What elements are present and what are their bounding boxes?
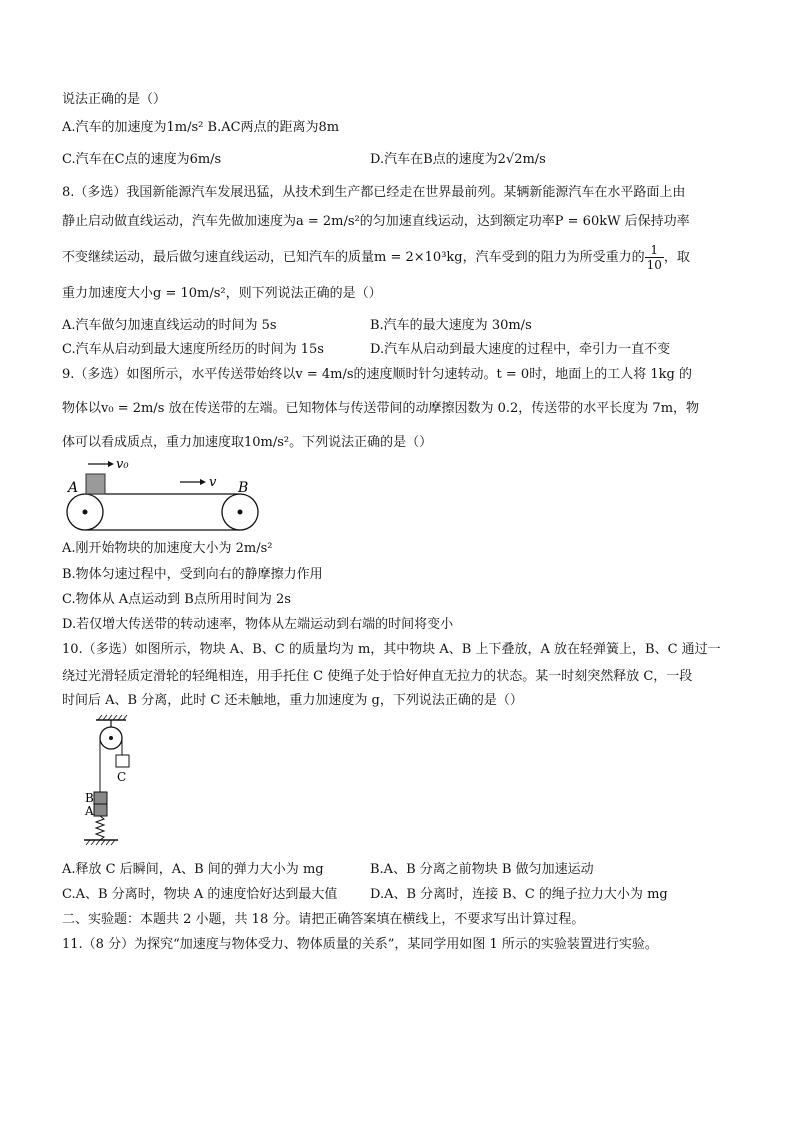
q10-line-1: 10.（多选）如图所示，物块 A、B、C 的质量均为 m，其中物块 A、B 上下叠放，A 放在轻弹簧上，B、C 通过一	[62, 642, 721, 657]
label-v0: v₀	[116, 457, 129, 472]
label-a: A	[68, 480, 79, 496]
conveyor-belt-figure	[60, 454, 270, 534]
q9-line-1: 9.（多选）如图所示，水平传送带始终以v = 4m/s的速度顺时针匀速转动。t = 0时，地面上的工人将 1kg 的	[62, 367, 692, 382]
pulley-spring-figure	[82, 712, 152, 852]
spring	[96, 816, 104, 840]
block-a	[94, 804, 107, 816]
block-b	[94, 792, 107, 804]
q7-option-d: D.汽车在B点的速度为2√2m/s	[370, 152, 546, 167]
q9-option-b: B.物体匀速过程中，受到向右的静摩擦力作用	[62, 567, 323, 582]
q8-option-d: D.汽车从启动到最大速度的过程中，牵引力一直不变	[370, 342, 671, 357]
q9-line-3: 体可以看成质点，重力加速度取10m/s²。下列说法正确的是（）	[62, 435, 433, 450]
q8-line-3-end: ，取	[663, 250, 690, 265]
q10-option-b: B.A、B 分离之前物块 B 做匀加速运动	[370, 862, 594, 877]
v-arrowhead	[200, 479, 206, 485]
left-pulley-axle	[83, 510, 88, 515]
q10-option-c: C.A、B 分离时，物块 A 的速度恰好达到最大值	[62, 887, 338, 902]
q9-option-d: D.若仅增大传送带的转动速率，物体从左端运动到右端的时间将变小	[62, 617, 454, 632]
block-c	[116, 755, 129, 767]
q10-line-3: 时间后 A、B 分离，此时 C 还未触地，重力加速度为 g，下列说法正确的是（）	[62, 693, 523, 708]
q8-fraction-denominator: 10	[646, 258, 662, 272]
block	[86, 474, 105, 494]
label-b: B	[85, 791, 94, 805]
q7-option-a-b: A.汽车的加速度为1m/s² B.AC两点的距离为8m	[62, 120, 340, 135]
q10-option-a: A.释放 C 后瞬间，A、B 间的弹力大小为 mg	[62, 862, 324, 877]
label-v: v	[209, 475, 217, 490]
q10-option-d: D.A、B 分离时，连接 B、C 的绳子拉力大小为 mg	[370, 887, 668, 902]
v0-arrowhead	[108, 461, 114, 467]
label-a: A	[85, 804, 94, 818]
q8-line-3	[62, 243, 690, 272]
pulley-axle	[109, 736, 113, 740]
q8-option-c: C.汽车从启动到最大速度所经历的时间为 15s	[62, 342, 324, 357]
q8-fraction	[645, 243, 664, 272]
q8-line-2: 静止启动做直线运动，汽车先做加速度为a = 2m/s²的匀加速直线运动，达到额定功率P = 60kW 后保持功率	[62, 214, 690, 229]
section-2-heading: 二、实验题：本题共 2 小题，共 18 分。请把正确答案填在横线上，不要求写出计算过程。	[62, 912, 585, 927]
q8-line-4: 重力加速度大小g = 10m/s²，则下列说法正确的是（）	[62, 286, 382, 301]
right-pulley-axle	[238, 510, 243, 515]
q9-option-a: A.刚开始物块的加速度大小为 2m/s²	[62, 541, 273, 556]
label-c: C	[117, 770, 127, 784]
q8-option-b: B.汽车的最大速度为 30m/s	[370, 318, 532, 333]
q8-option-a: A.汽车做匀加速直线运动的时间为 5s	[62, 318, 277, 333]
q7-stem: 说法正确的是（）	[62, 92, 167, 107]
q7-option-c: C.汽车在C点的速度为6m/s	[62, 152, 222, 167]
q8-fraction-numerator: 1	[645, 243, 664, 258]
q8-line-1: 8.（多选）我国新能源汽车发展迅猛，从技术到生产都已经走在世界最前列。某辆新能源汽车在水平路面上由	[62, 185, 686, 200]
q11-stem: 11.（8 分）为探究“加速度与物体受力、物体质量的关系”，某同学用如图 1 所示的实验装置进行实验。	[62, 937, 658, 952]
q10-line-2: 绕过光滑轻质定滑轮的轻绳相连，用手托住 C 使绳子处于恰好伸直无拉力的状态。某一时刻突然释放 C，一段	[62, 669, 693, 684]
q9-line-2: 物体以v₀ = 2m/s 放在传送带的左端。已知物体与传送带间的动摩擦因数为 0.2，传送带的水平长度为 7m，物	[62, 401, 700, 416]
q9-option-c: C.物体从 A点运动到 B点所用时间为 2s	[62, 592, 291, 607]
label-b: B	[238, 480, 249, 496]
q8-line-3-text: 不变继续运动，最后做匀速直线运动，已知汽车的质量m = 2×10³kg，汽车受到的阻力为所受重力的	[62, 250, 645, 265]
